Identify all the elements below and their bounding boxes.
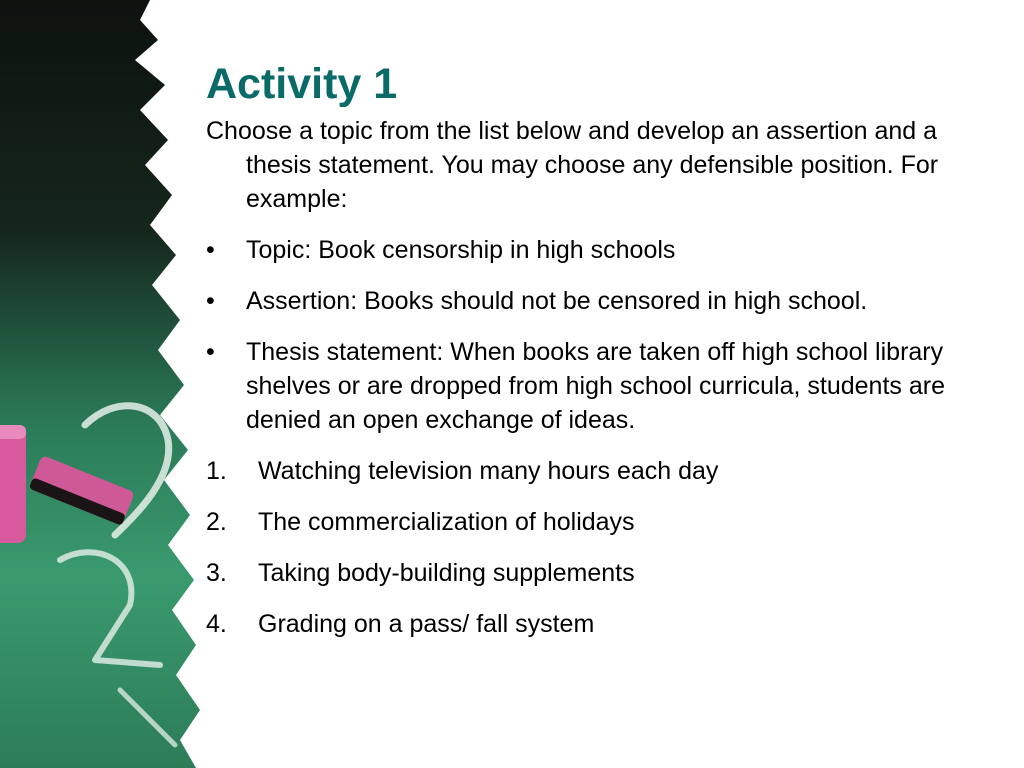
bullet-icon: • (206, 338, 215, 366)
bullet-icon: • (206, 236, 215, 264)
slide-title: Activity 1 (206, 60, 398, 108)
bullet-item-topic (206, 233, 996, 267)
list-text: The commercialization of holidays (258, 508, 635, 536)
numbered-item-3 (206, 556, 996, 590)
list-number: 3. (206, 559, 227, 587)
bullet-text: Topic: Book censorship in high schools (246, 236, 676, 264)
chalkboard-decoration (0, 0, 200, 768)
list-number: 4. (206, 610, 227, 638)
numbered-item-2 (206, 505, 996, 539)
slide-content (206, 58, 996, 641)
list-text: Watching television many hours each day (258, 457, 719, 485)
list-text: Taking body-building supplements (258, 559, 635, 587)
list-number: 2. (206, 508, 227, 536)
bullet-item-thesis (206, 335, 996, 437)
numbered-item-1 (206, 454, 996, 488)
bullet-text: Thesis statement: When books are taken off high school library shelves or are dropped from high school curricula, students are denied an open exchange of ideas. (246, 338, 945, 434)
bullet-text: Assertion: Books should not be censored in high school. (246, 287, 868, 315)
numbered-item-4 (206, 607, 996, 641)
list-text: Grading on a pass/ fall system (258, 610, 595, 638)
intro-paragraph: Choose a topic from the list below and develop an assertion and a thesis statement. You may choose any defensible position. For example: (206, 117, 939, 213)
bullet-icon: • (206, 287, 215, 315)
list-number: 1. (206, 457, 227, 485)
bullet-item-assertion (206, 284, 996, 318)
